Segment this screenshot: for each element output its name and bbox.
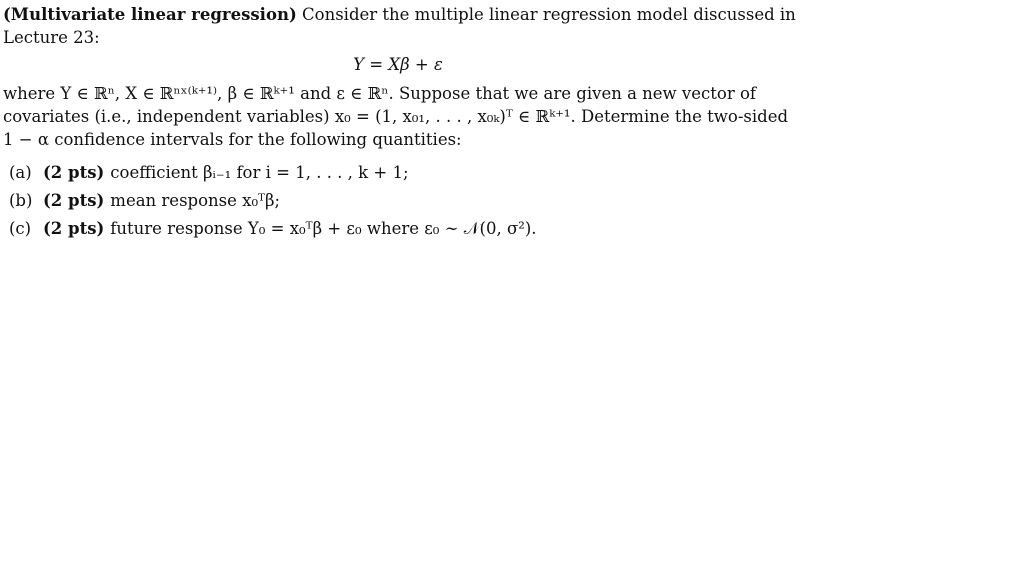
part-b-points: (2 pts) (43, 191, 105, 210)
part-c (3, 217, 803, 245)
part-b-text: mean response x₀ᵀβ; (110, 191, 281, 210)
part-c-points: (2 pts) (43, 219, 105, 238)
part-a-label: (a) (9, 163, 32, 182)
problem-document (3, 3, 803, 245)
part-b-label: (b) (9, 191, 33, 210)
model-equation: Y = Xβ + ε (353, 55, 443, 74)
part-c-label: (c) (9, 219, 32, 238)
question-parts (3, 161, 803, 245)
problem-title: (Multivariate linear regression) (3, 5, 297, 24)
problem-intro-text: Consider the multiple linear regression model discussed in Lecture 23: (3, 5, 796, 47)
part-b (3, 189, 803, 217)
part-c-text: future response Y₀ = x₀ᵀβ + ε₀ where ε₀ ∼ 𝒩(0, σ²). (110, 219, 537, 238)
problem-body: where Y ∈ ℝⁿ, X ∈ ℝⁿˣ⁽ᵏ⁺¹⁾, β ∈ ℝᵏ⁺¹ and ε ∈ ℝⁿ. Suppose that we are given a new vector of covariates (i.e., independent variables) x₀ = (1, x₀₁, . . . , x₀ₖ)ᵀ ∈ ℝᵏ⁺¹. Determine the two-sided 1 − α confidence intervals for the following quantities: (3, 84, 789, 149)
part-a-text: coefficient βᵢ₋₁ for i = 1, . . . , k + 1; (110, 163, 409, 182)
part-a (3, 161, 803, 189)
part-a-points: (2 pts) (43, 163, 105, 182)
problem-intro (3, 3, 803, 49)
